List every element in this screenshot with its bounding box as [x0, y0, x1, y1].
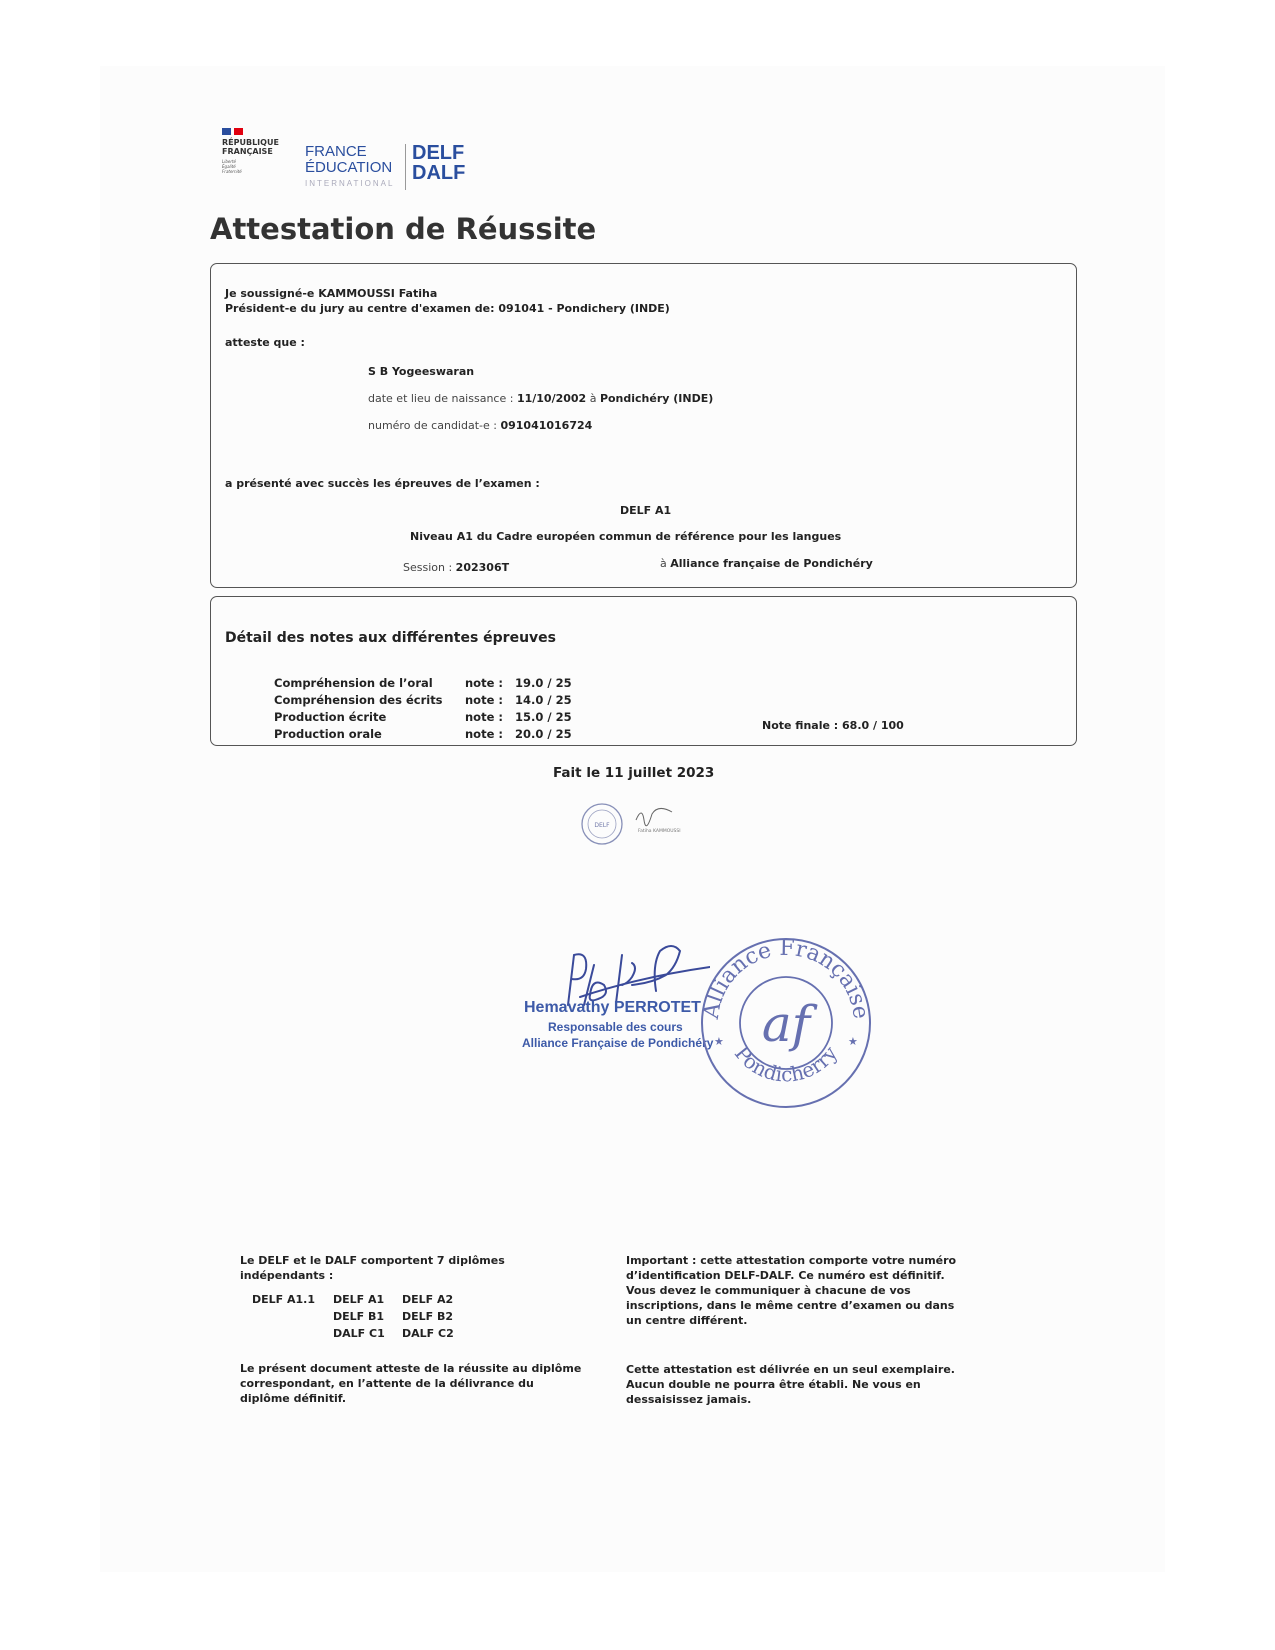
grade-value: 19.0 / 25	[515, 676, 572, 690]
session-code: 202306T	[455, 561, 510, 574]
diploma-item: DALF C2	[402, 1327, 454, 1340]
signatory-org: Alliance Française de Pondichéry	[522, 1036, 714, 1050]
footer-intro-line: Le DELF et le DALF comportent 7 diplômes	[240, 1254, 505, 1267]
grade-label: Compréhension de l’oral	[274, 676, 433, 690]
stamp-star-icon: ★	[714, 1035, 724, 1048]
grade-value: 14.0 / 25	[515, 693, 572, 707]
birth-date: 11/10/2002	[516, 392, 587, 405]
birth-label: date et lieu de naissance :	[368, 392, 517, 405]
exam-name: DELF A1	[620, 504, 672, 517]
candidate-number: 091041016724	[500, 419, 593, 432]
grade-value: 15.0 / 25	[515, 710, 572, 724]
diploma-item: DALF C1	[333, 1327, 385, 1340]
logo-fei-line: FRANCE	[305, 143, 367, 160]
stamp-top-text: Alliance Française	[698, 935, 874, 1021]
republique-francaise-logo	[222, 128, 279, 174]
footer-right-note-line: Cette attestation est délivrée en un seul exemplaire.	[626, 1363, 955, 1376]
footer-important	[626, 1253, 956, 1328]
candidate-name: S B Yogeeswaran	[368, 365, 475, 378]
atteste-que: atteste que :	[225, 336, 305, 349]
diploma-item: DELF A1	[333, 1293, 385, 1306]
jury-line: Président-e du jury au centre d'examen de: 091041 - Pondichery (INDE)	[225, 302, 670, 315]
presented-line: a présenté avec succès les épreuves de l’examen :	[225, 477, 540, 490]
session-label: Session :	[403, 561, 456, 574]
birth-line	[368, 392, 713, 405]
jury-stamp-signature	[578, 800, 690, 848]
stamp-af-monogram: af	[761, 995, 811, 1053]
small-signature-icon	[636, 808, 672, 825]
signatory-name: Hemavathy PERROTET	[524, 999, 701, 1016]
logo-divider	[405, 144, 406, 190]
footer-important-line: d’identification DELF-DALF. Ce numéro est définitif.	[626, 1269, 945, 1282]
signature-stroke	[568, 946, 710, 1005]
logo-rf-line: RÉPUBLIQUE	[222, 138, 279, 147]
footer-right-note	[626, 1362, 955, 1407]
exam-place: Alliance française de Pondichéry	[670, 557, 873, 570]
diploma-item: DELF B2	[402, 1310, 454, 1323]
grade-note-label: note :	[465, 693, 503, 707]
grade-note-label: note :	[465, 710, 503, 724]
stamp-bottom-text: Pondicherry	[729, 1041, 843, 1087]
alliance-francaise-stamp	[698, 935, 874, 1111]
diploma-item: DELF B1	[333, 1310, 385, 1323]
grade-label: Production orale	[274, 727, 382, 741]
birth-place: Pondichéry (INDE)	[599, 392, 714, 405]
footer-right-note-line: Aucun double ne pourra être établi. Ne vous en	[626, 1378, 921, 1391]
france-education-international-logo	[305, 144, 394, 192]
logo-fei-line: INTERNATIONAL	[305, 179, 395, 188]
diploma-item: DELF A1.1	[252, 1293, 315, 1306]
grade-note-label: note :	[465, 676, 503, 690]
footer-intro	[240, 1253, 505, 1283]
delf-dalf-logo	[412, 143, 465, 183]
level-description: Niveau A1 du Cadre européen commun de référence pour les langues	[410, 530, 842, 543]
exam-place-line	[660, 557, 873, 570]
session-line	[403, 561, 509, 574]
birth-sep: à	[586, 392, 600, 405]
grade-label: Production écrite	[274, 710, 387, 724]
logo-rf-line: FRANÇAISE	[222, 147, 273, 156]
logo-delf-line: DELF	[412, 142, 465, 164]
grade-value: 20.0 / 25	[515, 727, 572, 741]
footer-important-line: Vous devez le communiquer à chacune de vos	[626, 1284, 911, 1297]
motto-line: Égalité	[222, 164, 236, 169]
stamp-star-icon: ★	[848, 1035, 858, 1048]
footer-left-note-line: Le présent document atteste de la réussite au diplôme	[240, 1362, 582, 1375]
footer-left-note-line: diplôme définitif.	[240, 1392, 347, 1405]
grade-label: Compréhension des écrits	[274, 693, 443, 707]
footer-important-line: Important : cette attestation comporte votre numéro	[626, 1254, 957, 1267]
footer-left-note	[240, 1361, 581, 1406]
footer-intro-line: indépendants :	[240, 1269, 334, 1282]
candidate-number-label: numéro de candidat-e :	[368, 419, 501, 432]
grade-note-label: note :	[465, 727, 503, 741]
issue-date: Fait le 11 juillet 2023	[553, 765, 715, 781]
small-stamp-text: DELF	[594, 822, 610, 829]
footer-left-note-line: correspondant, en l’attente de la délivrance du	[240, 1377, 534, 1390]
signatory-line: Je soussigné-e KAMMOUSSI Fatiha	[225, 287, 438, 300]
motto-line: Fraternité	[222, 169, 242, 174]
footer-important-line: un centre différent.	[626, 1314, 748, 1327]
footer-right-note-line: dessaisissez jamais.	[626, 1393, 752, 1406]
footer-important-line: inscriptions, dans le même centre d’examen ou dans	[626, 1299, 955, 1312]
small-signature-name: Fatiha KAMMOUSSI	[638, 829, 681, 834]
signatory-role: Responsable des cours	[548, 1020, 683, 1034]
candidate-number-line	[368, 419, 592, 432]
final-grade: Note finale : 68.0 / 100	[762, 719, 904, 732]
motto-line: Liberté	[222, 159, 237, 164]
grades-heading: Détail des notes aux différentes épreuves	[225, 630, 557, 646]
diploma-item: DELF A2	[402, 1293, 454, 1306]
logo-delf-line: DALF	[412, 162, 466, 184]
marianne-flag-icon	[222, 128, 279, 135]
place-prefix: à	[660, 557, 671, 570]
page-title: Attestation de Réussite	[210, 212, 597, 246]
logo-fei-line: ÉDUCATION	[305, 159, 393, 176]
